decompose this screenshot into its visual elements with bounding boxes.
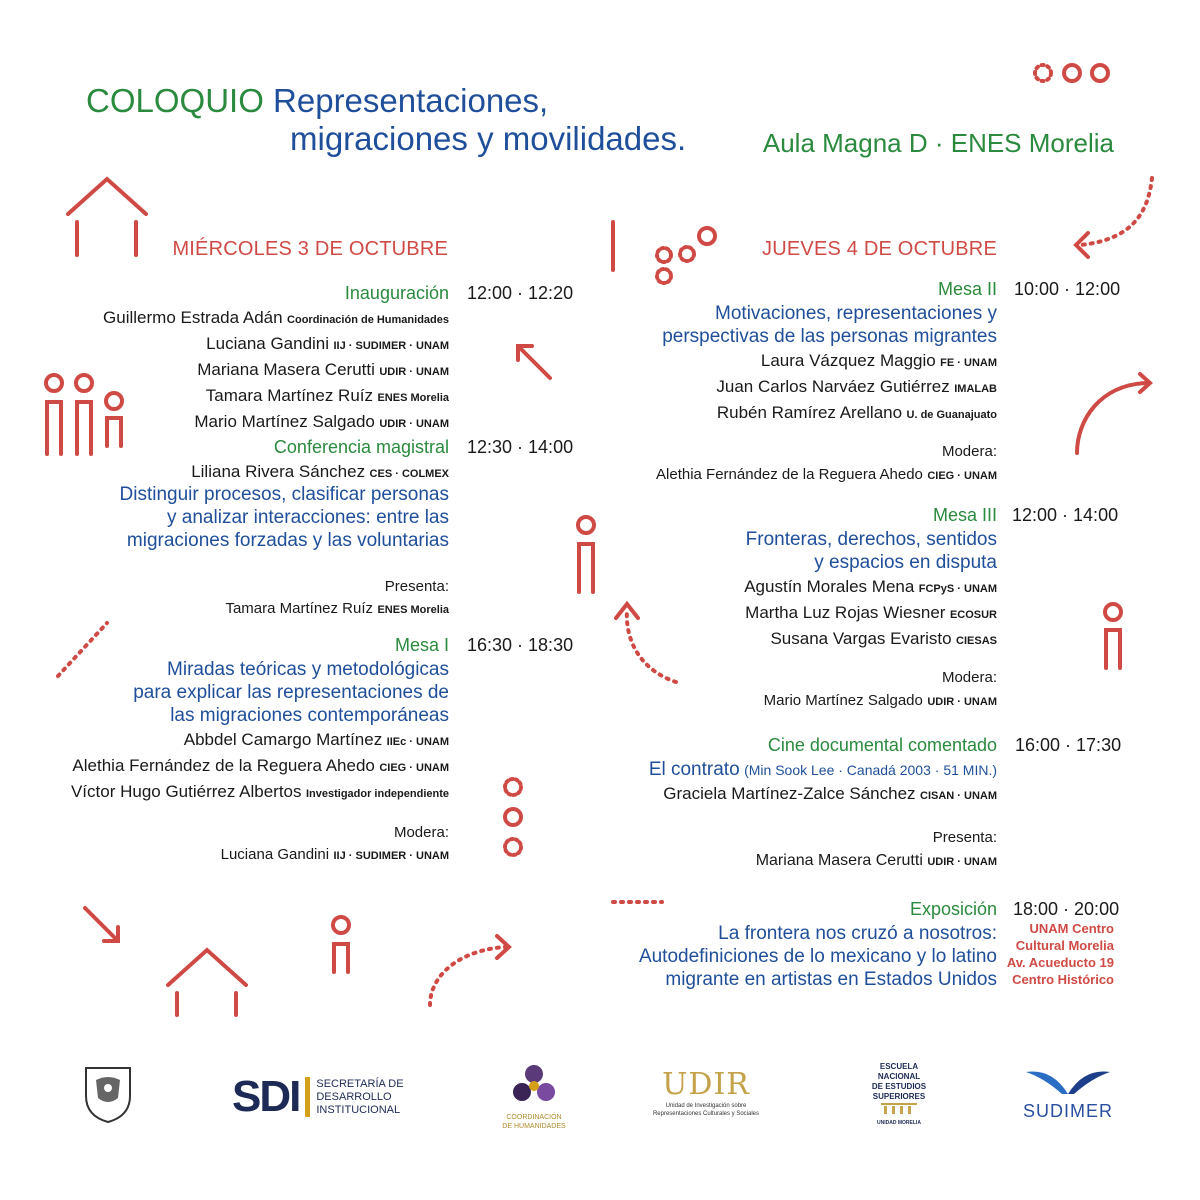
dotted-circle-icon [505,779,521,795]
person-row: Rubén Ramírez Arellano U. de Guanajuato [716,403,997,422]
venue: Aula Magna D · ENES Morelia [762,128,1114,158]
dotted-circle-icon [1035,65,1051,81]
person-row: Susana Vargas Evaristo CIESAS [770,629,997,648]
mesa3-title: Fronteras, derechos, sentidos y espacios en disputa [745,529,997,573]
expo-session: Exposición [909,899,997,919]
person-row: Mario Martínez Salgado UDIR · UNAM [194,412,449,431]
mesa1-moderator: Luciana Gandini IIJ · SUDIMER · UNAM [220,846,449,863]
dotted-circle-icon [505,839,521,855]
person-icon [578,517,594,592]
mesa1-role: Modera: [393,824,449,841]
day2-label: JUEVES 4 DE OCTUBRE [762,238,997,260]
mesa2-role: Modera: [941,443,997,460]
cine-presenter: Mariana Masera Cerutti UDIR · UNAM [755,852,997,869]
dotted-arrow-icon [616,604,676,682]
cine-film: El contrato (Min Sook Lee · Canadá 2003 · 51 MIN.) [648,759,997,780]
person-row: Agustín Morales Mena FCPyS · UNAM [744,577,997,596]
mesa1-people [71,728,449,806]
conferencia-time: 12:30 · 14:00 [467,437,574,457]
person-row: Víctor Hugo Gutiérrez Albertos Investigador independiente [70,782,449,801]
mesa3-people [744,575,997,653]
columns-icon [879,1103,919,1115]
enes-logo: ESCUELA NACIONAL DE ESTUDIOS SUPERIORES UNIDAD MORELIA [871,1062,927,1126]
person-row: Mariana Masera Cerutti UDIR · UNAM [197,360,449,379]
curved-arrow-icon [1077,374,1150,453]
person-row: Laura Vázquez Maggio FE · UNAM [760,351,997,370]
inauguracion-people [103,306,449,436]
coloquio-label: COLOQUIO [86,82,264,119]
circle-icon [505,809,521,825]
cine-role: Presenta: [932,829,997,846]
conferencia-title: Distinguir procesos, clasificar personas y analizar interacciones: entre las migraciones forzadas y las voluntarias [119,484,449,551]
cine-commentator: Graciela Martínez-Zalce Sánchez CISAN · UNAM [663,784,997,803]
mesa3-moderator: Mario Martínez Salgado UDIR · UNAM [763,692,997,709]
cine-session: Cine documental comentado [767,735,997,755]
wings-icon [1022,1064,1114,1096]
sdi-logo: SDI SECRETARÍA DE DESARROLLO INSTITUCIONAL [232,1072,404,1121]
circle-icon [1092,65,1108,81]
mesa2-people [716,349,997,427]
person-row: Luciana Gandini IIJ · SUDIMER · UNAM [206,334,449,353]
dotted-arrow-icon [430,936,509,1005]
person-icon [1105,604,1121,668]
mesa2-time: 10:00 · 12:00 [1014,279,1121,299]
mesa3-session: Mesa III [932,505,997,525]
person-row: Martha Luz Rojas Wiesner ECOSUR [745,603,997,622]
arrow-up-left-icon [518,346,550,378]
cine-time: 16:00 · 17:30 [1015,735,1122,755]
title-line-1: Representaciones, [273,82,549,119]
coordinacion-logo: COORDINACIÓN DE HUMANIDADES [498,1058,570,1131]
expo-title: La frontera nos cruzó a nosotros: Autodefiniciones de lo mexicano y lo latino migrante en artistas en Estados Unidos [638,923,997,990]
house-icon [68,179,146,255]
person-row: Guillermo Estrada Adán Coordinación de Humanidades [103,308,449,327]
person-row: Tamara Martínez Ruíz ENES Morelia [205,386,449,405]
dotted-arrow-icon [1076,178,1152,257]
conferencia-session: Conferencia magistral [273,437,449,457]
circle-icon [1064,65,1080,81]
dotted-circle-icon [657,248,671,262]
expo-time: 18:00 · 20:00 [1013,899,1120,919]
dotted-circle-icon [680,247,694,261]
title-line-2: migraciones y movilidades. [290,120,687,157]
conferencia-role: Presenta: [384,578,449,595]
person-row: Juan Carlos Narváez Gutiérrez IMALAB [716,377,997,396]
mesa3-time: 12:00 · 14:00 [1012,505,1119,525]
mesa1-time: 16:30 · 18:30 [467,635,574,655]
mesa2-moderator: Alethia Fernández de la Reguera Ahedo CIEG · UNAM [656,466,997,483]
conferencia-speaker: Liliana Rivera Sánchez CES · COLMEX [191,462,449,481]
mesa3-role: Modera: [941,669,997,686]
header-title [86,82,548,120]
person-row: Alethia Fernández de la Reguera Ahedo CIEG · UNAM [72,756,449,775]
mesa1-session: Mesa I [394,635,449,655]
mesa1-title: Miradas teóricas y metodológicas para explicar las representaciones de las migraciones contemporáneas [133,659,449,726]
person-icon [333,917,349,972]
dotted-circle-icon [657,269,671,283]
conferencia-presenter: Tamara Martínez Ruíz ENES Morelia [225,600,449,617]
mesa2-title: Motivaciones, representaciones y perspectivas de las personas migrantes [662,303,997,347]
unam-logo [82,1062,134,1124]
arrow-down-right-icon [85,908,118,941]
udir-logo: UDIR Unidad de Investigación sobre Representaciones Culturales y Sociales [652,1067,760,1117]
inauguracion-session: Inauguración [344,283,449,303]
dotted-line [58,623,107,676]
inauguracion-time: 12:00 · 12:20 [467,283,574,303]
day1-label: MIÉRCOLES 3 DE OCTUBRE [172,238,448,260]
house-icon [168,950,246,1015]
person-row: Abbdel Camargo Martínez IIEc · UNAM [183,730,449,749]
expo-venue: UNAM Centro Cultural Morelia Av. Acueducto 19 Centro Histórico [1006,921,1114,987]
mesa2-session: Mesa II [937,279,997,299]
circle-icon [699,228,715,244]
sudimer-logo: SUDIMER [1018,1064,1118,1122]
